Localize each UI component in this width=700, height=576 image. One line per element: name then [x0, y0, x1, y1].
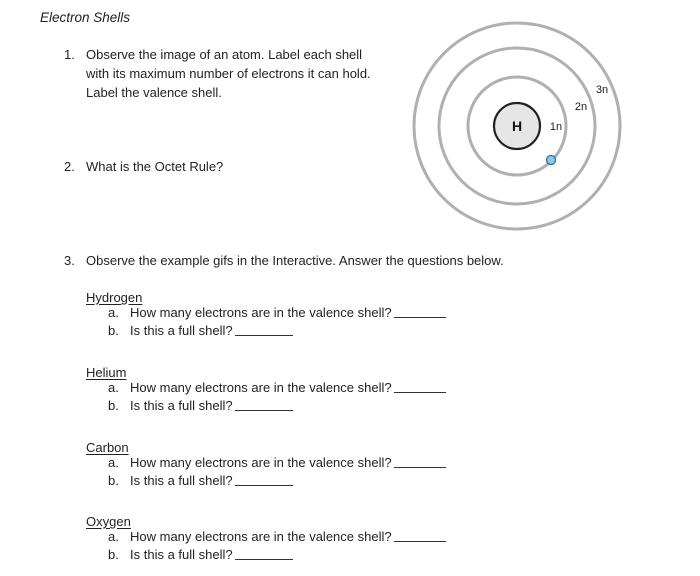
sub-letter: b. [108, 473, 119, 488]
sub-question-a [108, 455, 446, 470]
answer-blank[interactable] [394, 455, 446, 468]
question-3-number: 3. [64, 253, 75, 268]
sub-question-a [108, 305, 446, 320]
element-section-oxygen [86, 514, 446, 562]
sub-question-b [108, 323, 446, 338]
sub-text: How many electrons are in the valence shell? [130, 455, 392, 470]
sub-question-b [108, 473, 446, 488]
answer-blank[interactable] [394, 305, 446, 318]
question-1-number: 1. [64, 47, 75, 62]
shell-1-label: 1n [549, 121, 563, 133]
atom-diagram [400, 10, 660, 250]
element-name: Helium [86, 365, 127, 380]
sub-letter: b. [108, 398, 119, 413]
nucleus-label: H [511, 118, 523, 134]
element-section-carbon [86, 440, 446, 488]
answer-blank[interactable] [235, 547, 293, 560]
question-2-number: 2. [64, 159, 75, 174]
element-name: Oxygen [86, 514, 131, 529]
answer-blank[interactable] [394, 380, 446, 393]
question-1-text: Observe the image of an atom. Label each shell with its maximum number of electrons it can hold. Label the valence shell. [86, 47, 371, 100]
shell-3-label: 3n [595, 84, 609, 96]
element-section-helium [86, 365, 446, 413]
sub-question-b [108, 398, 446, 413]
answer-blank[interactable] [235, 398, 293, 411]
shell-2-label: 2n [574, 101, 588, 113]
worksheet-title: Electron Shells [40, 10, 131, 25]
sub-letter: b. [108, 323, 119, 338]
sub-text: How many electrons are in the valence shell? [130, 380, 392, 395]
sub-letter: a. [108, 380, 119, 395]
answer-blank[interactable] [235, 473, 293, 486]
sub-question-b [108, 547, 446, 562]
answer-blank[interactable] [235, 323, 293, 336]
element-name: Hydrogen [86, 290, 143, 305]
sub-question-a [108, 380, 446, 395]
sub-text: Is this a full shell? [130, 473, 233, 488]
sub-text: How many electrons are in the valence shell? [130, 305, 392, 320]
sub-text: How many electrons are in the valence shell? [130, 529, 392, 544]
sub-letter: a. [108, 529, 119, 544]
sub-question-a [108, 529, 446, 544]
sub-text: Is this a full shell? [130, 323, 233, 338]
electron-dot [547, 156, 556, 165]
sub-text: Is this a full shell? [130, 398, 233, 413]
sub-letter: b. [108, 547, 119, 562]
sub-letter: a. [108, 305, 119, 320]
sub-letter: a. [108, 455, 119, 470]
question-2-text: What is the Octet Rule? [86, 159, 224, 174]
answer-blank[interactable] [394, 529, 446, 542]
element-section-hydrogen [86, 290, 446, 338]
sub-text: Is this a full shell? [130, 547, 233, 562]
element-name: Carbon [86, 440, 129, 455]
question-3-text: Observe the example gifs in the Interactive. Answer the questions below. [86, 253, 504, 268]
